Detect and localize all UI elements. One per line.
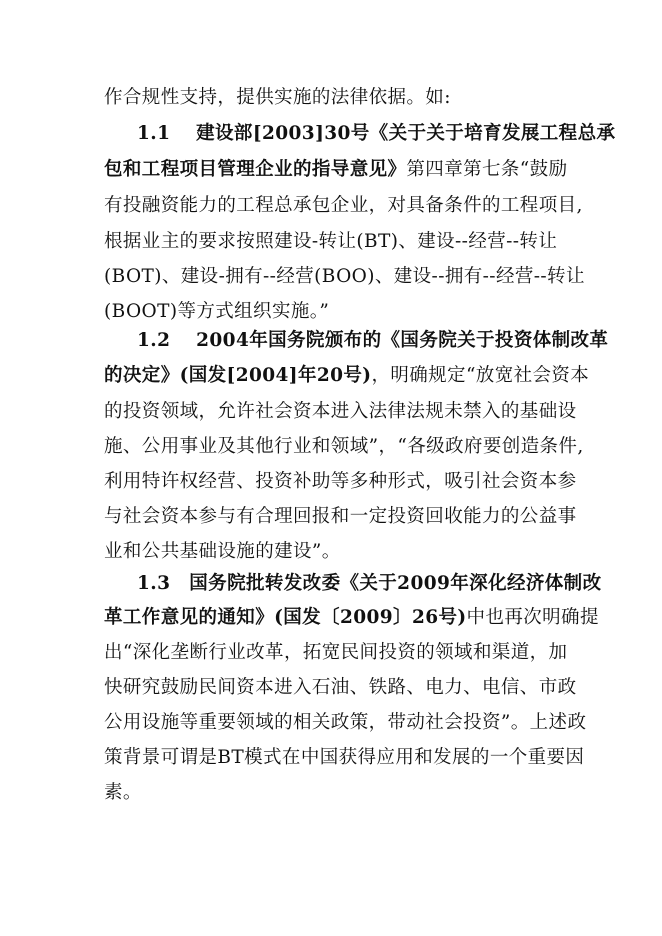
text-run: 的投资领域，允许社会资本进入法律法规未禁入的基础设: [104, 401, 577, 422]
line-7: [104, 300, 329, 324]
text-run: ，明确规定“放宽社会资本: [371, 365, 590, 386]
line-19: [104, 711, 586, 735]
text-run: 策背景可谓是BT模式在中国获得应用和发展的一个重要因: [104, 747, 585, 768]
text-run: 1.2 2004年国务院颁布的《国务院关于投资体制改革: [137, 330, 609, 351]
line-12: [104, 470, 577, 494]
text-run: 业和公共基础设施的建设”。: [104, 541, 341, 562]
line-21: [104, 781, 142, 805]
line-4: [104, 194, 583, 218]
heading-1-3: [137, 572, 601, 596]
text-run: 第四章第七条“鼓励: [406, 159, 568, 180]
text-run: 快研究鼓励民间资本进入石油、铁路、电力、电信、市政: [104, 677, 577, 698]
text-run: 施、公用事业及其他行业和领域”，“各级政府要创造条件,: [104, 436, 584, 457]
line-10: [104, 400, 577, 424]
line-20: [104, 746, 584, 770]
text-run-bold: 革工作意见的通知》(国发〔2009〕26号): [104, 607, 467, 628]
line-3: [104, 158, 567, 182]
line-6: [104, 265, 585, 289]
text-run: 素。: [104, 782, 142, 803]
text-run: 中也再次明确提: [466, 607, 599, 628]
text-run: 1.3 国务院批转发改委《关于2009年深化经济体制改: [137, 573, 602, 594]
heading-1-1: [137, 122, 615, 146]
line-1: [104, 86, 451, 110]
text-run: 公用设施等重要领域的相关政策，带动社会投资”。上述政: [104, 712, 587, 733]
text-run: 有投融资能力的工程总承包企业，对具备条件的工程项目,: [104, 195, 583, 216]
line-14: [104, 540, 341, 564]
text-run: 利用特许权经营、投资补助等多种形式，吸引社会资本参: [104, 471, 577, 492]
heading-1-2: [137, 329, 608, 353]
text-run: 出“深化垄断行业改革，拓宽民间投资的领域和渠道，加: [104, 642, 568, 663]
text-run: 作合规性支持，提供实施的法律依据。如:: [104, 87, 451, 108]
line-11: [104, 435, 584, 459]
line-13: [104, 505, 577, 529]
text-run: 根据业主的要求按照建设-转让(BT)、建设--经营--转让: [104, 231, 558, 252]
text-run: (BOOT)等方式组织实施。”: [104, 301, 330, 322]
text-run-bold: 的决定》(国发[2004]年20号): [104, 365, 372, 386]
line-17: [104, 641, 567, 665]
text-run: 1.1 建设部[2003]30号《关于关于培育发展工程总承: [137, 123, 616, 144]
line-5: [104, 230, 557, 254]
text-run: 与社会资本参与有合理回报和一定投资回收能力的公益事: [104, 506, 577, 527]
line-9: [104, 364, 589, 388]
line-16: [104, 606, 599, 630]
line-18: [104, 676, 577, 700]
text-run-bold: 包和工程项目管理企业的指导意见》: [104, 159, 407, 180]
text-run: (BOT)、建设-拥有--经营(BOO)、建设--拥有--经营--转让: [104, 266, 585, 287]
